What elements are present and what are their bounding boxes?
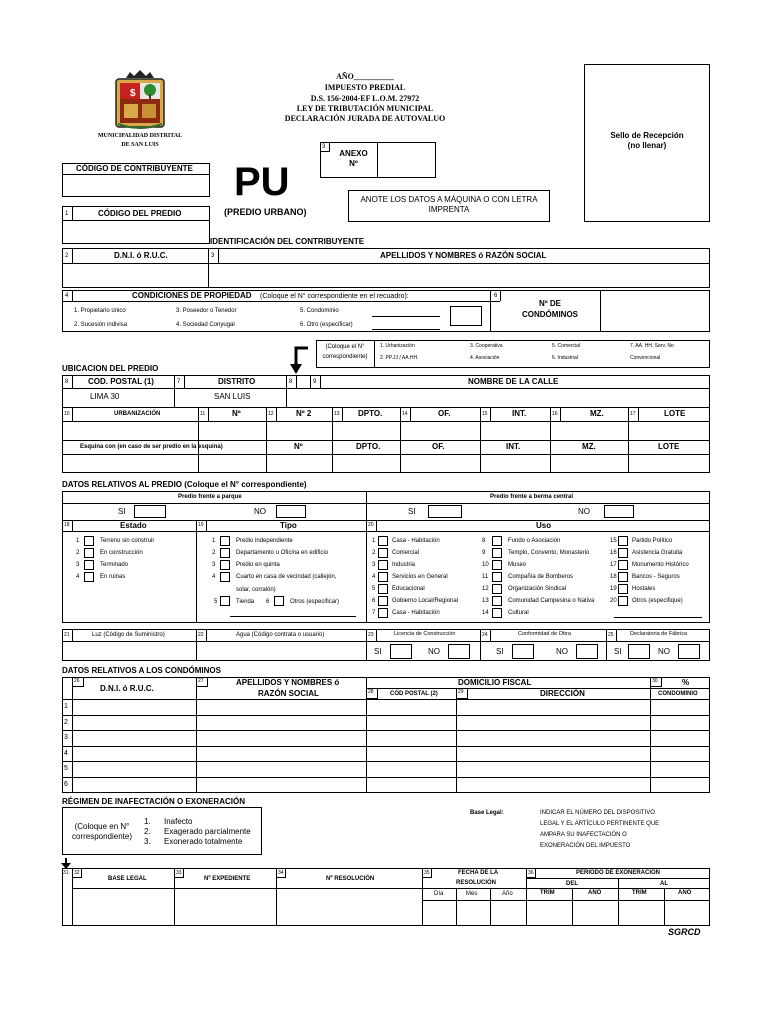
water-input[interactable] [197,642,365,660]
from-year-col: AÑO [588,890,602,896]
type-option-checkbox[interactable] [220,560,230,570]
field-num-2: 2 [65,253,69,259]
condo-row-number: 1 [64,703,68,710]
names-label: APELLIDOS Y NOMBRES ó RAZÓN SOCIAL [380,251,547,260]
use-option-num: 5 [372,586,376,592]
use-option-num: 20 [610,598,617,604]
median-no-label: NO [578,507,590,516]
use-option-num: 15 [610,538,617,544]
use-option-label: Fundo o Asociación [508,538,561,544]
resolution-number-col: Nº RESOLUCIÓN [326,876,375,882]
use-option-num: 7 [372,610,376,616]
use-option-num: 14 [482,610,489,616]
license-no-box[interactable] [448,644,470,659]
field-num-19: 19 [198,522,204,528]
use-option-checkbox[interactable] [378,608,388,618]
location-title: UBICACION DEL PREDIO [62,364,159,373]
urb-type-5: 5. Comercial [552,343,581,349]
electricity-input[interactable] [63,642,195,660]
condo-row-number: 3 [64,734,68,742]
muni-line1: MUNICIPALIDAD DISTRITAL [97,133,183,139]
annex-input[interactable] [378,143,435,177]
type-option-label: Cuarto en casa de vecindad (callejón, [236,574,337,580]
use-option-label: Casa - Habitación [392,610,440,616]
faces-park-label: Predio frente a parque [178,494,242,500]
use-option-label: Asistencia Gratuita [632,550,683,556]
corner-dept-label: DPTO. [356,442,381,451]
instruction-line1: ANOTE LOS DATOS A MÁQUINA O CON LETRA [360,195,538,204]
regime-3-num: 3. [144,837,151,846]
district-value[interactable]: SAN LUIS [214,392,251,401]
annex-number: 3 [322,144,326,150]
use-option-checkbox[interactable] [378,560,388,570]
use-option-num: 18 [610,574,617,580]
license-no-label: NO [428,647,440,656]
legal-basis-label: Base Legal: [470,810,504,816]
regime-hint1: (Coloque en N° [74,822,130,831]
water-label: Agua (Código contrata o usuario) [236,632,325,638]
fabric-yes-label: SI [614,647,622,656]
table-row[interactable] [73,716,709,730]
condo-row-number: 4 [64,749,68,757]
use-option-label: Bancos - Seguros [632,574,680,580]
conformity-no-box[interactable] [576,644,598,659]
electricity-label: Luz (Código de Suministro) [92,632,165,638]
dni-label: D.N.I. ó R.U.C. [114,251,168,260]
to-year-col: AÑO [678,890,692,896]
field-num-36: 36 [528,870,534,876]
legal-basis-instr2: LEGAL Y EL ARTÍCULO PERTINENTE QUE [540,821,660,827]
type-option-checkbox[interactable] [220,548,230,558]
license-yes-label: SI [374,647,382,656]
tax-name: IMPUESTO PREDIAL [324,83,406,92]
type-5-checkbox[interactable] [220,596,230,606]
status-option-checkbox[interactable] [84,572,94,582]
type-option-num: 4 [212,574,216,580]
use-option-checkbox[interactable] [378,572,388,582]
option-holder: 3. Poseedor o Tenedor [176,308,237,314]
to-quarter-col: TRIM [632,890,647,896]
type-option-num: 2 [212,550,216,556]
ownership-input[interactable] [450,306,482,326]
use-option-label: Monumento Histórico [632,562,689,568]
fabric-no-box[interactable] [678,644,700,659]
status-option-num: 4 [76,574,80,580]
type-6-label: Otros (especificar) [290,599,340,605]
table-row[interactable] [73,747,709,761]
status-option-checkbox[interactable] [84,560,94,570]
exoneration-period-col: PERIODO DE EXONERACIÓN [576,870,661,876]
type-option-num: 1 [212,538,216,544]
regime-3-label: Exonerado totalmente [164,837,243,846]
park-no-box[interactable] [276,505,306,518]
number2-label: Nº 2 [296,409,312,418]
field-num-27: 27 [198,678,204,684]
use-option-checkbox[interactable] [492,608,502,618]
use-option-num: 12 [482,586,489,592]
field-num-24: 24 [482,632,488,638]
pu-title: PU [234,160,290,204]
postal-code-value[interactable]: LIMA 30 [90,392,120,401]
park-no-label: NO [254,507,266,516]
use-option-num: 16 [610,550,617,556]
field-num-25: 25 [608,632,614,638]
corner-lot-label: LOTE [658,442,680,451]
option-undivided: 2. Sucesión indivisa [74,322,128,328]
use-option-label: Comunidad Campesina o Nativa [508,598,595,604]
use-option-checkbox[interactable] [378,536,388,546]
urb-type-3: 3. Cooperativa [470,343,503,349]
urb-hint2: correspondiente) [322,354,368,360]
corner-block-label: MZ. [582,442,596,451]
field-num-13: 13 [334,411,340,417]
use-option-checkbox[interactable] [618,548,628,558]
use-option-label: Organización Sindical [508,586,567,592]
field-num-30: 30 [652,678,658,684]
day-col: Día [434,891,444,897]
type-6-num: 6 [266,599,270,605]
use-option-checkbox[interactable] [618,560,628,570]
urbanization-label: URBANIZACIÓN [114,411,161,417]
median-yes-label: SI [408,507,416,516]
instruction-line2: IMPRENTA [428,205,470,214]
fiscal-address-label: DOMICILIO FISCAL [458,678,532,687]
property-code-label: CÓDIGO DEL PREDIO [98,209,182,218]
field-num-21: 21 [64,632,70,638]
urb-type-1: 1. Urbanización [380,343,415,349]
use-option-label: Compañía de Bomberos [508,574,574,580]
use-option-checkbox[interactable] [618,584,628,594]
conformity-label: Conformidad de Obra [518,631,571,637]
form-code: SGRCD [668,927,701,937]
field-num-8: 8 [65,379,69,385]
file-number-col: Nº EXPEDIENTE [204,876,251,882]
dept-label: DPTO. [358,409,383,418]
urb-type-4: 4. Asociación [470,355,500,361]
lot-label: LOTE [664,409,686,418]
status-option-checkbox[interactable] [84,536,94,546]
use-option-checkbox[interactable] [618,572,628,582]
interior-label: INT. [512,409,527,418]
ownership-title: CONDICIONES DE PROPIEDAD [132,291,252,300]
district-label: DISTRITO [218,377,256,386]
use-option-label: Servicios en General [392,574,448,580]
decree: D.S. 156-2004-EF L.O.M. 27972 [310,94,420,103]
condo-row-number: 2 [64,718,68,726]
resolution-date-col1: FECHA DE LA [458,870,499,876]
park-yes-label: SI [118,507,126,516]
property-data-title: DATOS RELATIVOS AL PREDIO (Coloque el N° correspondiente) [62,480,307,489]
field-num-8b: 8 [289,379,293,385]
type-6-checkbox[interactable] [274,596,284,606]
urb-type-2: 2. PP.JJ / AA.HH. [380,355,419,361]
median-yes-box[interactable] [428,505,462,518]
use-option-num: 8 [482,538,486,544]
field-num-6: 6 [494,293,498,299]
field-num-14: 14 [402,411,408,417]
postal-code-label: COD. POSTAL (1) [88,377,154,386]
fabric-no-label: NO [658,647,670,656]
arrow-down-icon [286,346,310,376]
field-num-10: 10 [64,411,70,417]
use-option-checkbox[interactable] [492,548,502,558]
status-option-checkbox[interactable] [84,548,94,558]
field-num-17: 17 [630,411,636,417]
use-option-checkbox[interactable] [492,584,502,594]
park-yes-box[interactable] [134,505,166,518]
urb-type-6: 6. Industrial [552,355,578,361]
annex-no: Nº [349,159,358,168]
table-row[interactable] [73,700,709,714]
field-num-16: 16 [552,411,558,417]
type-5-label: Tienda [236,599,255,605]
law: LEY DE TRIBUTACIÓN MUNICIPAL [296,104,434,113]
condo-count-input[interactable] [601,291,709,331]
status-option-label: Terminado [100,562,129,568]
condo-names-label2: RAZÓN SOCIAL [258,689,319,698]
field-num-7: 7 [177,379,181,385]
legal-basis-col: BASE LEGAL [108,876,147,882]
type-4-cont: solar, corralón) [236,587,276,593]
contributor-id-title: IDENTIFICACIÓN DEL CONTRIBUYENTE [210,237,365,246]
condo-dni-label: D.N.I. ó R.U.C. [100,684,154,693]
use-option-num: 2 [372,550,376,556]
month-col: Mes [466,891,478,897]
use-option-label: Educacional [392,586,425,592]
type-option-label: Departamento u Oficina en edificio [236,550,329,556]
field-num-9: 9 [313,379,317,385]
use-option-num: 11 [482,574,489,580]
type-option-label: Predio en quinta [236,562,280,568]
svg-text:$: $ [130,88,136,99]
option-sole-owner: 1. Propietario único [74,308,126,314]
use-option-label: Otros (especifique) [632,598,683,604]
stamp-label: Sello de Recepción [610,131,684,140]
condo-row-number: 6 [64,781,68,788]
contributor-code-label: CÓDIGO DE CONTRIBUYENTE [76,164,193,173]
condo-address-label: DIRECCIÓN [540,689,585,698]
number-label: Nº [232,409,241,418]
field-num-20: 20 [368,522,374,528]
stamp-note: (no llenar) [627,141,667,150]
property-code-input[interactable] [63,221,209,243]
field-num-23: 23 [368,632,374,638]
dni-input[interactable] [63,264,207,287]
use-option-checkbox[interactable] [378,596,388,606]
street-name-input[interactable] [287,389,709,406]
status-option-label: En construcción [100,550,143,556]
use-option-checkbox[interactable] [492,596,502,606]
condo-percent-label2: CONDOMINIO [658,691,698,697]
corner-number-label: Nº [294,442,303,451]
status-option-num: 3 [76,562,80,568]
condo-count-label1: Nº DE [538,299,562,308]
exoneration-entry-row[interactable] [73,901,709,925]
field-num-1: 1 [65,211,69,217]
condo-percent-label: % [682,678,690,687]
muni-line2: DE SAN LUIS [121,142,159,148]
legal-basis-instr3: AMPARA SU INAFECTACIÓN O [540,832,627,838]
type-5-num: 5 [214,599,218,605]
option-conjugal: 4. Sociedad Conyugal [176,322,235,328]
use-option-label: Gobierno Local/Regional [392,598,459,604]
regime-2-num: 2. [144,827,151,836]
field-num-26: 26 [74,678,80,684]
field-num-3: 3 [211,253,215,259]
status-label: Estado [120,521,147,530]
type-option-checkbox[interactable] [220,572,230,582]
field-num-32: 32 [74,870,80,876]
field-num-4: 4 [65,293,69,299]
field-num-28: 28 [368,689,374,695]
legal-basis-instr1: INDICAR EL NÚMERO DEL DISPOSITIVO [540,810,655,816]
use-option-label: Partido Político [632,538,673,544]
condo-row-number: 5 [64,765,68,773]
conformity-yes-box[interactable] [512,644,534,659]
status-option-label: En ruinas [100,574,126,580]
type-option-num: 3 [212,562,216,568]
condo-title: DATOS RELATIVOS A LOS CONDÓMINOS [62,666,221,675]
table-row[interactable] [73,762,709,776]
fabric-decl-label: Declaratoria de Fábrica [630,631,688,637]
legal-basis-instr4: EXONERACIÓN DEL IMPUESTO [540,843,631,849]
use-option-num: 19 [610,586,617,592]
urb-type-7: 7. AA. HH. Serv. No [630,343,674,349]
use-option-num: 13 [482,598,489,604]
urb-hint1: (Coloque el N° [325,344,365,350]
table-row[interactable] [73,778,709,792]
municipal-logo [112,70,168,132]
field-num-35: 35 [424,870,430,876]
type-label: Tipo [280,521,297,530]
use-option-num: 1 [372,538,376,544]
type-option-label: Predio independiente [236,538,293,544]
use-option-label: Comercial [392,550,420,556]
use-option-checkbox[interactable] [618,596,628,606]
year-label: AÑO__________ [336,72,394,81]
street-name-label: NOMBRE DE LA CALLE [468,377,559,386]
conformity-yes-label: SI [496,647,504,656]
field-num-15: 15 [482,411,488,417]
use-option-num: 10 [482,562,489,568]
use-option-checkbox[interactable] [378,584,388,594]
faces-median-label: Predio frente a berma central [490,494,574,500]
year-col: Año [502,891,513,897]
fabric-yes-box[interactable] [628,644,650,659]
regime-1-label: Inafecto [164,817,193,826]
table-row[interactable] [73,731,709,745]
use-option-num: 4 [372,574,376,580]
use-option-label: Cultural [508,610,529,616]
use-option-label: Hostales [632,586,656,592]
status-option-label: Terreno sin construir [100,538,155,544]
option-condominium: 5. Condominio [300,308,339,314]
condo-count-label2: CONDÓMINOS [522,310,578,319]
use-option-label: Industria [392,562,416,568]
corner-label: Esquina con (en caso de ser predio en la esquina) [80,444,223,450]
corner-interior-label: INT. [506,442,521,451]
to-col: AL [660,881,668,887]
names-input[interactable] [209,264,709,287]
use-option-checkbox[interactable] [492,536,502,546]
status-option-num: 2 [76,550,80,556]
field-num-31: 31 [63,870,69,876]
use-option-checkbox[interactable] [618,536,628,546]
contributor-code-input[interactable] [63,175,209,196]
from-quarter-col: TRIM [540,890,555,896]
option-other: 6. Otro (especificar) [300,322,353,328]
conformity-no-label: NO [556,647,568,656]
use-option-label: Casa - Habitación [392,538,440,544]
use-option-checkbox[interactable] [492,560,502,570]
use-option-label: Templo, Convento, Monasterio [508,550,590,556]
use-option-num: 9 [482,550,486,556]
pu-subtitle: (PREDIO URBANO) [224,207,307,217]
use-option-checkbox[interactable] [492,572,502,582]
office-label: OF. [438,409,451,418]
regime-hint2: correspondiente) [71,832,133,841]
median-no-box[interactable] [604,505,634,518]
field-num-18: 18 [64,522,70,528]
use-option-label: Museo [508,562,527,568]
license-label: Licencia de Construcción [394,631,456,637]
from-col: DEL [566,881,578,887]
ownership-hint: (Coloque el N° correspondiente en el recuadro): [260,293,409,300]
use-option-checkbox[interactable] [378,548,388,558]
use-option-num: 6 [372,598,376,604]
license-yes-box[interactable] [390,644,412,659]
corner-office-label: OF. [432,442,445,451]
exemption-regime-title: RÉGIMEN DE INAFECTACIÓN O EXONERACIÓN [62,797,245,806]
type-option-checkbox[interactable] [220,536,230,546]
condo-names-label1: APELLIDOS Y NOMBRES ó [236,678,340,687]
annex-label: ANEXO [339,149,368,158]
field-num-34: 34 [278,870,284,876]
field-num-12: 12 [268,411,274,417]
status-option-num: 1 [76,538,80,544]
urb-type-7b: Convencional [630,355,661,361]
resolution-date-col2: RESOLUCIÓN [456,880,497,886]
use-option-num: 17 [610,562,617,568]
field-num-33: 33 [176,870,182,876]
regime-2-label: Exagerado parcialmente [164,827,251,836]
field-num-11: 11 [200,411,206,417]
use-label: Uso [536,521,552,530]
block-label: MZ. [590,409,604,418]
condo-postal-label: CÓD POSTAL (2) [390,691,438,697]
field-num-22: 22 [198,632,204,638]
field-num-29: 29 [458,689,464,695]
regime-1-num: 1. [144,817,151,826]
use-option-num: 3 [372,562,376,568]
declaration-title: DECLARACIÓN JURADA DE AUTOVALUO [284,114,446,123]
